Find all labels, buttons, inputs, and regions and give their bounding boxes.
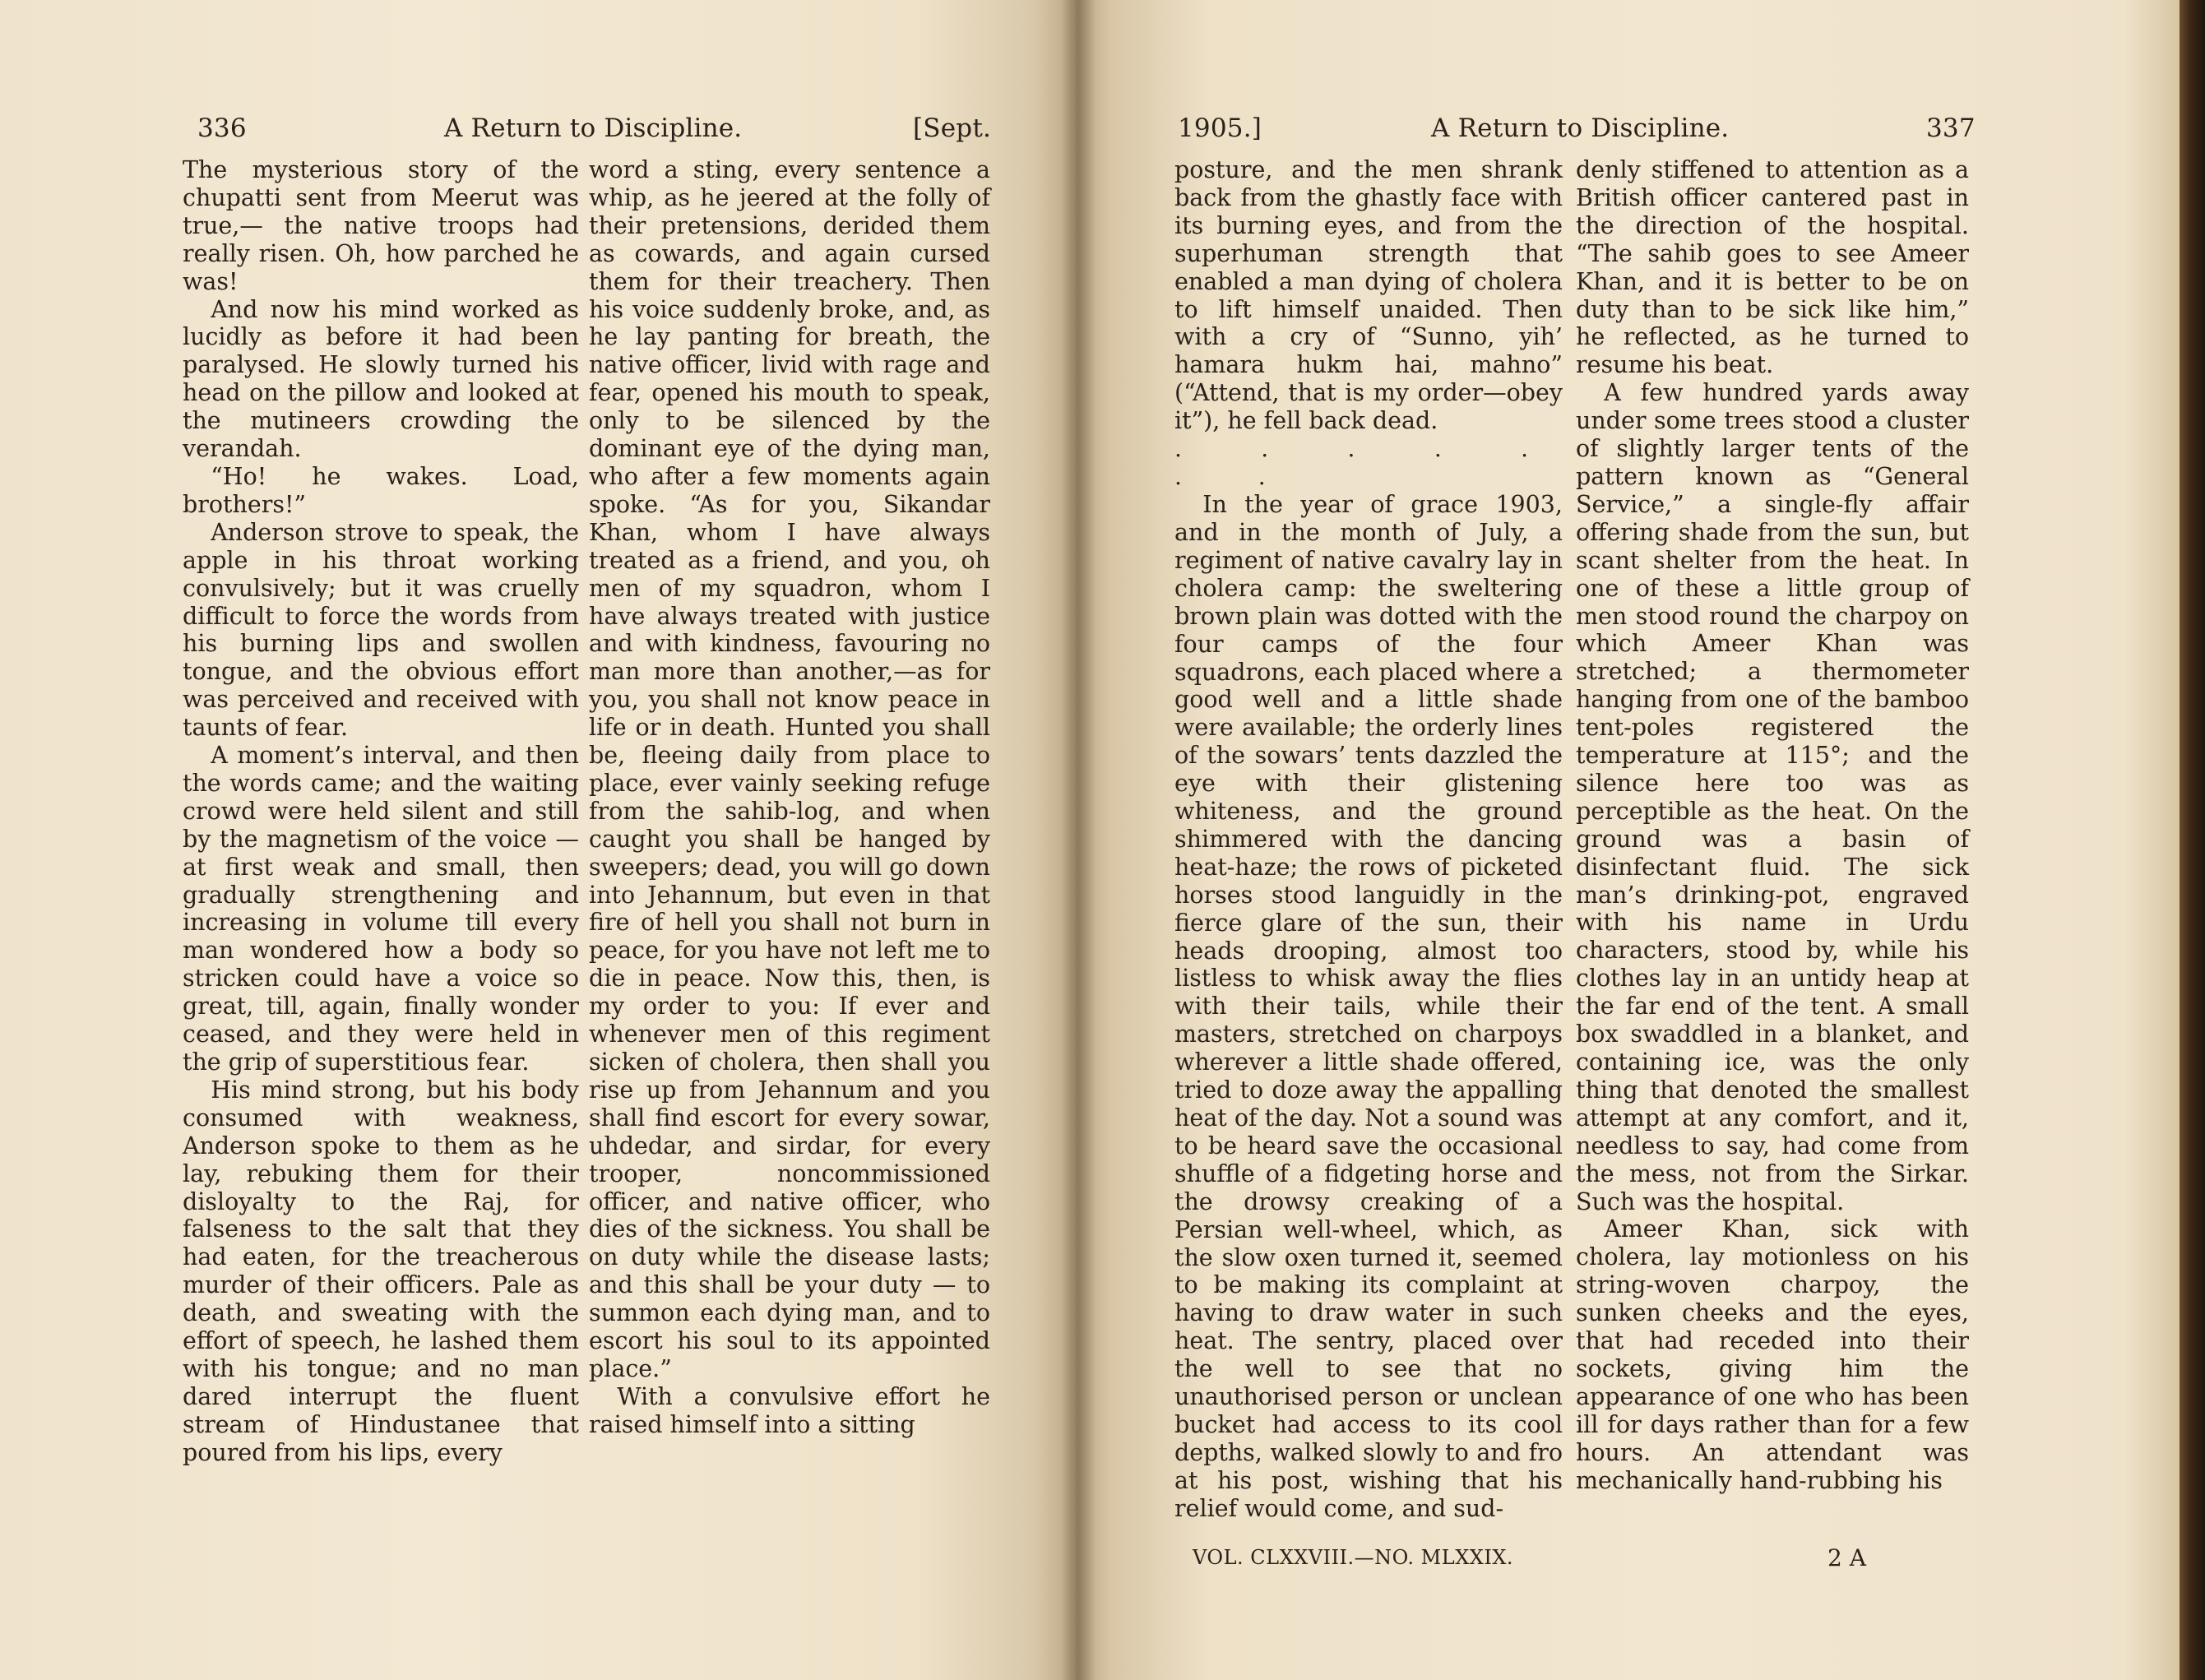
right-page [1077, 0, 2180, 1680]
left-running-title: A Return to Discipline. [444, 113, 743, 143]
volume-footer: VOL. CLXXVIII.—NO. MLXXIX. [1193, 1546, 1514, 1569]
paragraph: A few hundred yards away under some trees stood a cluster of slightly larger tents of the pattern known as “General Service,” a single-fly affair offering shade from the sun, but scant shelter from the heat. In one of these a little group of men stood round the charpoy on which Ameer Khan was stretched; a thermometer hanging from one of the bamboo tent-poles registered the temperature at 115°; and the silence here too was as perceptible as the heat. On the ground was a basin of disinfectant fluid. The sick man’s drinking-pot, engraved with his name in Urdu characters, stood by, while his clothes lay in an untidy heap at the far end of the tent. A small box swaddled in a blanket, and containing ice, was the only thing that denoted the smallest attempt at any comfort, and it, needless to say, had come from the mess, not from the Sirkar. Such was the hospital. [1576, 379, 1969, 1215]
paragraph: posture, and the men shrank back from the ghastly face with its burning eyes, and from the superhuman strength that enabled a man dying of cholera to lift himself unaided. Then with a cry of “Sunno, yih’ hamara hukm hai, mahno” (“Attend, that is my order—obey it”), he fell back dead. [1174, 156, 1563, 435]
paragraph: In the year of grace 1903, and in the month of July, a regiment of native cavalry lay in cholera camp: the sweltering brown plain was dotted with the four camps of the four squadrons, each placed where a good well and a little shade were available; the orderly lines of the sowars’ tents dazzled the eye with their glistening whiteness, and the ground shimmered with the dancing heat-haze; the rows of picketed horses stood languidly in the fierce glare of the sun, their heads drooping, almost too listless to whisk away the flies with their tails, while their masters, stretched on charpoys wherever a little shade offered, tried to doze away the appalling heat of the day. Not a sound was to be heard save the occasional shuffle of a fidgeting horse and the drowsy creaking of a Persian well-wheel, which, as the slow oxen turned it, seemed to be making its complaint at having to draw water in such heat. The sentry, placed over the well to see that no unauthorised person or unclean bucket had access to its cool depths, walked slowly to and fro at his post, wishing that his relief would come, and sud- [1174, 491, 1563, 1522]
paragraph: Anderson strove to speak, the apple in his throat working convulsively; but it was cruelly difficult to force the words from his burning lips and swollen tongue, and the obvious effort was perceived and received with taunts of fear. [183, 518, 579, 742]
left-column-2 [589, 156, 990, 1439]
left-date-mark: [Sept. [913, 113, 992, 143]
left-page [0, 0, 1077, 1680]
right-column-2 [1576, 156, 1969, 1495]
section-break: . . . . . . . [1174, 435, 1563, 491]
signature-mark: 2 A [1827, 1544, 1866, 1571]
right-page-number: 337 [1926, 113, 1976, 143]
paragraph: The mysterious story of the chupatti sent from Meerut was true,— the native troops had really risen. Oh, how parched he was! [183, 156, 579, 295]
paragraph: His mind strong, but his body consumed with weakness, Anderson spoke to them as he lay, rebuking them for their disloyalty to the Raj, for falseness to the salt that they had eaten, for the treacherous murder of their officers. Pale as death, and sweating with the effort of speech, he lashed them with his tongue; and no man dared interrupt the fluent stream of Hindustanee that poured from his lips, every [183, 1076, 579, 1466]
gutter [1061, 0, 1096, 1680]
paragraph: word a sting, every sentence a whip, as he jeered at the folly of their pretensions, derided them as cowards, and again cursed them for their treachery. Then his voice suddenly broke, and, as he lay panting for breath, the native officer, livid with rage and fear, opened his mouth to speak, only to be silenced by the dominant eye of the dying man, who after a few moments again spoke. “As for you, Sikandar Khan, whom I have always treated as a friend, and you, oh men of my squadron, whom I have always treated with justice and with kindness, favouring no man more than another,—as for you, you shall not know peace in life or in death. Hunted you shall be, fleeing daily from place to place, ever vainly seeking refuge from the sahib-log, and when caught you shall be hanged by sweepers; dead, you will go down into Jehannum, but even in that fire of hell you shall not burn in peace, for you have not left me to die in peace. Now this, then, is my order to you: If ever and whenever men of this regiment sicken of cholera, then shall you rise up from Jehannum and you shall find escort for every sowar, uhdedar, and sirdar, for every trooper, noncommissioned officer, and native officer, who dies of the sickness. You shall be on duty while the disease lasts; and this shall be your duty — to summon each dying man, and to escort his soul to its appointed place.” [589, 156, 990, 1382]
left-column-1 [183, 156, 579, 1467]
right-running-title: A Return to Discipline. [1431, 113, 1730, 143]
paragraph: “Ho! he wakes. Load, brothers!” [183, 462, 579, 518]
left-page-number: 336 [197, 113, 247, 143]
right-date-mark: 1905.] [1178, 113, 1262, 143]
paragraph: A moment’s interval, and then the words came; and the waiting crowd were held silent and still by the magnetism of the voice — at first weak and small, then gradually strengthening and increasing in volume till every man wondered how a body so stricken could have a voice so great, till, again, finally wonder ceased, and they were held in the grip of superstitious fear. [183, 742, 579, 1076]
right-column-1 [1174, 156, 1563, 1523]
paragraph: denly stiffened to attention as a British officer cantered past in the direction of the hospital. “The sahib goes to see Ameer Khan, and it is better to be on duty than to be sick like him,” he reflected, as he turned to resume his beat. [1576, 156, 1969, 379]
book-binding [2180, 0, 2205, 1680]
paragraph: And now his mind worked as lucidly as before it had been paralysed. He slowly turned his head on the pillow and looked at the mutineers crowding the verandah. [183, 295, 579, 463]
paragraph: With a convulsive effort he raised himself into a sitting [589, 1382, 990, 1438]
paragraph: Ameer Khan, sick with cholera, lay motionless on his string-woven charpoy, the sunken cheeks and the eyes, that had receded into their sockets, giving him the appearance of one who has been ill for days rather than for a few hours. An attendant was mechanically hand-rubbing his [1576, 1215, 1969, 1494]
